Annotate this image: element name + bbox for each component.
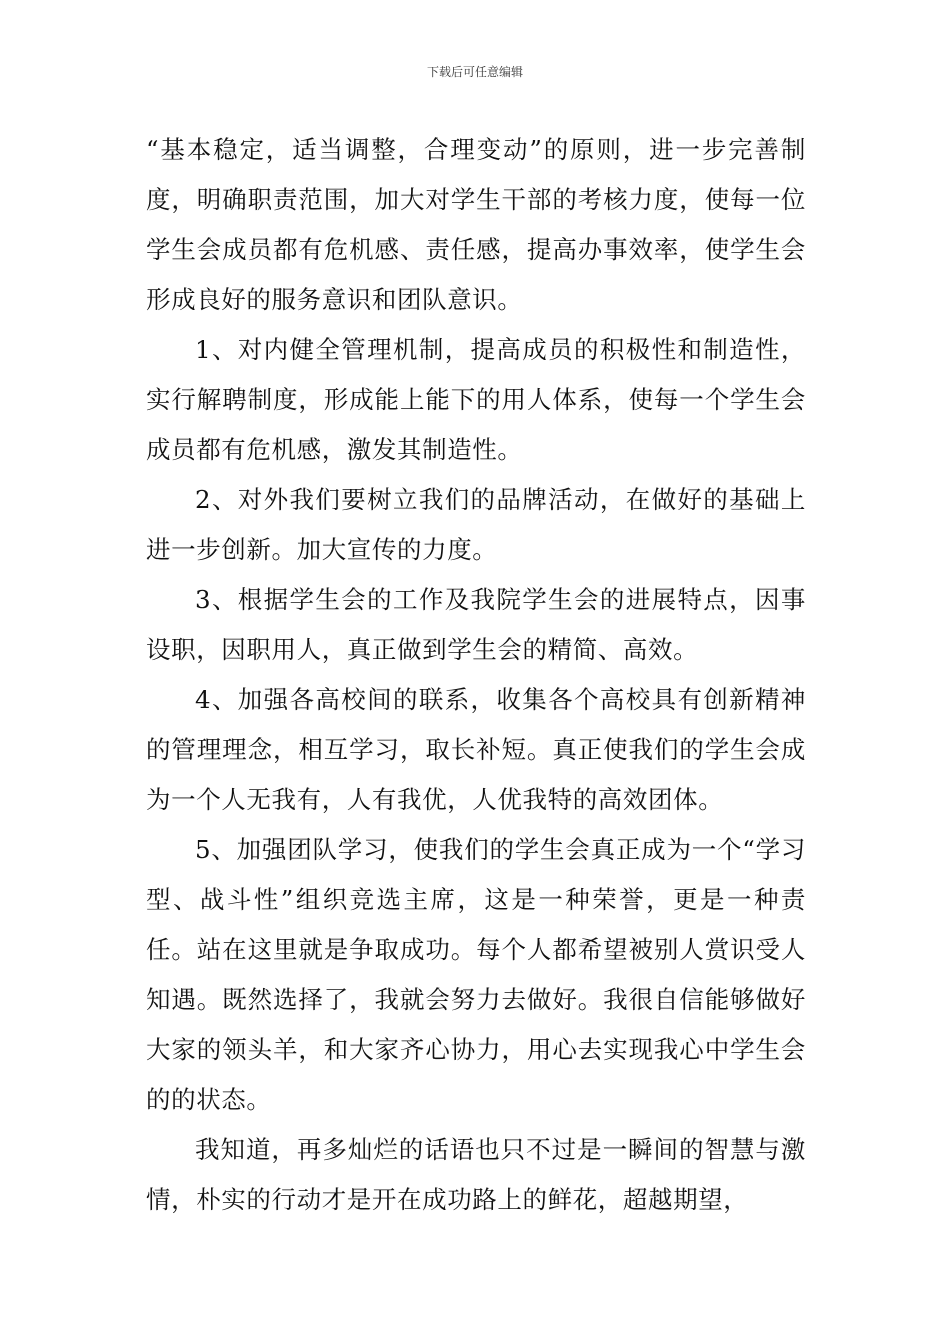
- paragraph-item-5: 5、加强团队学习，使我们的学生会真正成为一个“学习型、战斗性”组织竞选主席，这是一种荣誉，更是一种责任。站在这里就是争取成功。每个人都希望被别人赏识受人知遇。既然选择了，我就会努力去做好。我很自信能够做好大家的领头羊，和大家齐心协力，用心去实现我心中学生会的的状态。: [146, 835, 806, 1114]
- paragraph-intro: “基本稳定，适当调整，合理变动”的原则，进一步完善制度，明确职责范围，加大对学生干部的考核力度，使每一位学生会成员都有危机感、责任感，提高办事效率，使学生会形成良好的服务意识和团队意识。: [146, 135, 806, 314]
- paragraph-item-3: 3、根据学生会的工作及我院学生会的进展特点，因事设职，因职用人，真正做到学生会的精简、高效。: [146, 585, 806, 664]
- paragraph-item-4: 4、加强各高校间的联系，收集各个高校具有创新精神的管理理念，相互学习，取长补短。真正使我们的学生会成为一个人无我有，人有我优，人优我特的高效团体。: [146, 685, 806, 814]
- paragraph-closing: 我知道，再多灿烂的话语也只不过是一瞬间的智慧与激情，朴实的行动才是开在成功路上的鲜花，超越期望，: [146, 1135, 806, 1214]
- paragraph-item-2: 2、对外我们要树立我们的品牌活动，在做好的基础上进一步创新。加大宣传的力度。: [146, 485, 806, 564]
- paragraph-item-1: 1、对内健全管理机制，提高成员的积极性和制造性，实行解聘制度，形成能上能下的用人体系，使每一个学生会成员都有危机感，激发其制造性。: [146, 335, 806, 464]
- document-body: [146, 125, 806, 1225]
- header-note: 下载后可任意编辑: [426, 65, 523, 79]
